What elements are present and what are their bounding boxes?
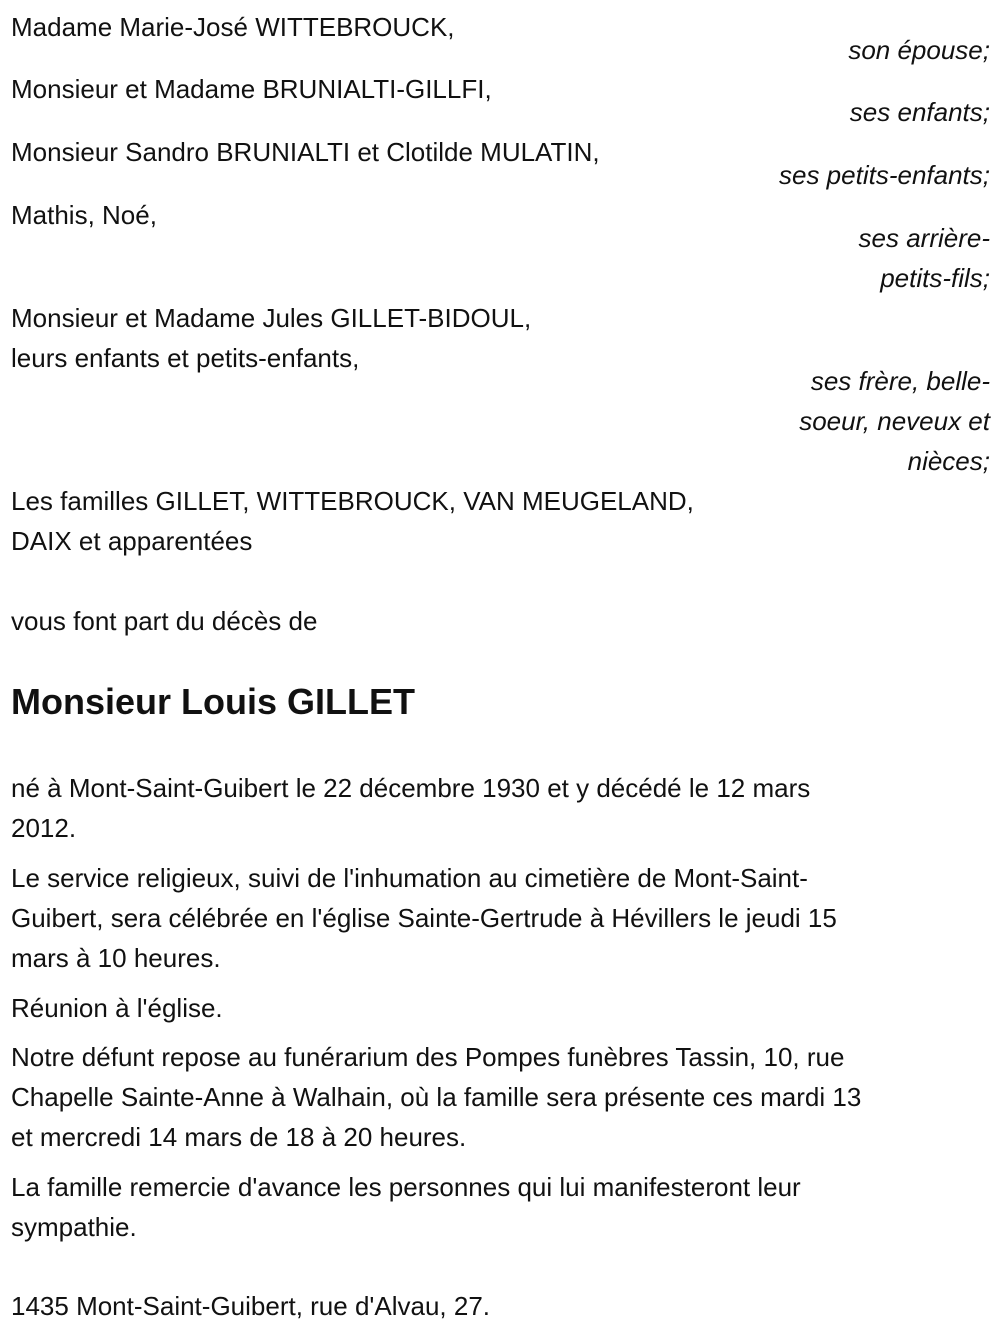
family-name: Mathis, Noé,	[11, 200, 157, 230]
paragraph-line: Chapelle Sainte-Anne à Walhain, où la famille sera présente ces mardi 13	[11, 1082, 862, 1112]
family-relation: son épouse;	[848, 35, 990, 65]
family-relation: soeur, neveux et	[799, 406, 990, 436]
paragraph-line: Guibert, sera célébrée en l'église Sainte-Gertrude à Hévillers le jeudi 15	[11, 903, 837, 933]
family-relation: ses enfants;	[849, 97, 990, 127]
family-name: Monsieur Sandro BRUNIALTI et Clotilde MULATIN,	[11, 137, 600, 167]
paragraph-line: né à Mont-Saint-Guibert le 22 décembre 1930 et y décédé le 12 mars	[11, 773, 811, 803]
announcement: vous font part du décès de	[11, 606, 318, 636]
family-name: Monsieur et Madame BRUNIALTI-GILLFI,	[11, 74, 492, 104]
paragraph-line: La famille remercie d'avance les personnes qui lui manifesteront leur	[11, 1172, 801, 1202]
family-name: Monsieur et Madame Jules GILLET-BIDOUL,	[11, 303, 532, 333]
family-name: DAIX et apparentées	[11, 526, 253, 556]
family-name: leurs enfants et petits-enfants,	[11, 343, 360, 373]
paragraph-line: Le service religieux, suivi de l'inhumation au cimetière de Mont-Saint-	[11, 863, 808, 893]
paragraph-line: Notre défunt repose au funérarium des Pompes funèbres Tassin, 10, rue	[11, 1042, 845, 1072]
paragraph-line: et mercredi 14 mars de 18 à 20 heures.	[11, 1122, 467, 1152]
paragraph-line: sympathie.	[11, 1212, 137, 1242]
family-relation: petits-fils;	[880, 263, 990, 293]
family-relation: ses frère, belle-	[810, 366, 990, 396]
family-relation: nièces;	[907, 446, 990, 476]
family-relation: ses arrière-	[858, 223, 990, 253]
address: 1435 Mont-Saint-Guibert, rue d'Alvau, 27.	[11, 1291, 491, 1321]
deceased-name: Monsieur Louis GILLET	[11, 681, 415, 722]
family-name: Madame Marie-José WITTEBROUCK,	[11, 12, 455, 42]
paragraph-line: 2012.	[11, 813, 77, 843]
paragraph-line: mars à 10 heures.	[11, 943, 221, 973]
family-name: Les familles GILLET, WITTEBROUCK, VAN MEUGELAND,	[11, 486, 694, 516]
paragraph-line: Réunion à l'église.	[11, 993, 223, 1023]
family-relation: ses petits-enfants;	[779, 160, 990, 190]
